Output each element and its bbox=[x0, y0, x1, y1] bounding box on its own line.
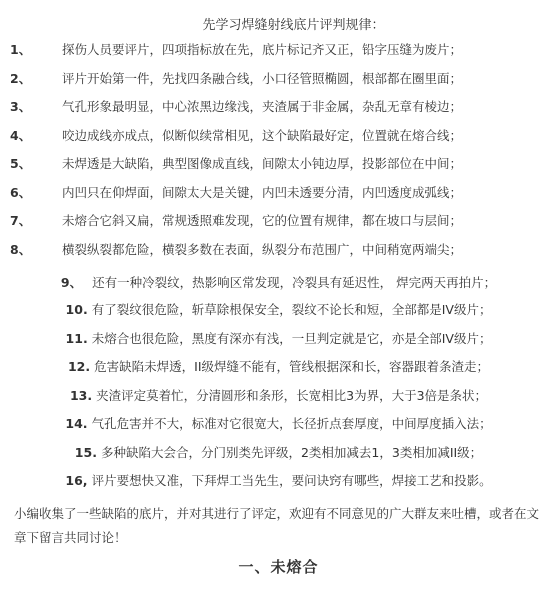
rule-text: 夹渣评定莫着忙，分清圆形和条形，长宽相比3为界，大于3倍是条状； bbox=[96, 387, 488, 403]
rule-text: 还有一种冷裂纹，热影响区常发现，冷裂具有延迟性， 焊完两天再拍片； bbox=[92, 275, 497, 290]
rule-text: 探伤人员要评片，四项指标放在先，底片标记齐又正，铅字压缝为废片； bbox=[62, 42, 463, 57]
rule-number: 15. bbox=[74, 444, 97, 460]
rule-number: 8、 bbox=[10, 241, 32, 257]
rule-number: 7、 bbox=[10, 213, 32, 228]
rule-item bbox=[10, 331, 547, 347]
rule-text: 未焊透是大缺陷，典型图像成直线，间隙太小钝边厚，投影部位在中间； bbox=[62, 156, 463, 171]
rule-item bbox=[10, 128, 547, 144]
rule-text: 多种缺陷大会合，分门别类先评级，2类相加减去1，3类相加减II级； bbox=[100, 444, 483, 460]
rule-item bbox=[10, 99, 547, 115]
rule-item bbox=[10, 71, 547, 87]
article-heading: 先学习焊缝射线底片评判规律： bbox=[202, 18, 385, 33]
rule-item bbox=[10, 388, 547, 404]
section-title: 一、未熔合 bbox=[238, 557, 319, 576]
rule-item bbox=[10, 302, 547, 318]
rule-item bbox=[10, 242, 547, 258]
rule-number: 14. bbox=[65, 416, 88, 431]
rule-number: 3、 bbox=[10, 99, 32, 114]
rule-text: 气孔危害并不大，标准对它很宽大，长径折点套厚度，中间厚度插入法； bbox=[91, 416, 492, 431]
rule-number: 6、 bbox=[10, 184, 32, 200]
rule-text: 横裂纵裂都危险，横裂多数在表面，纵裂分布范围广，中间稍宽两端尖； bbox=[62, 241, 463, 257]
rule-item bbox=[10, 185, 547, 201]
rule-number: 1、 bbox=[10, 42, 32, 57]
rule-text: 未熔合它斜又扁，常规透照难发现，它的位置有规律，都在坡口与层间； bbox=[62, 213, 463, 228]
rule-number: 5、 bbox=[10, 156, 32, 171]
rule-item bbox=[10, 213, 547, 229]
rule-number: 10. bbox=[65, 302, 88, 317]
rule-number: 4、 bbox=[10, 127, 32, 143]
rule-item bbox=[10, 473, 547, 489]
rule-number: 11. bbox=[65, 330, 88, 346]
rule-text: 评片开始第一件，先找四条融合线，小口径管照椭圆，根部都在圈里面； bbox=[62, 70, 463, 86]
rule-text: 咬边成线亦成点，似断似续常相见，这个缺陷最好定，位置就在熔合线； bbox=[62, 127, 463, 143]
rule-item bbox=[10, 156, 547, 172]
rule-number: 16, bbox=[65, 473, 88, 488]
rule-item bbox=[10, 359, 547, 375]
rules-list bbox=[10, 42, 547, 489]
rule-text: 未熔合也很危险，黑度有深亦有浅，一旦判定就是它，亦是全部IV级片； bbox=[91, 330, 492, 346]
rule-text: 内凹只在仰焊面，间隙太大是关键，内凹未透要分清，内凹透度成弧线； bbox=[62, 184, 463, 200]
rule-item bbox=[10, 42, 547, 58]
rule-item bbox=[10, 416, 547, 432]
rule-number: 13. bbox=[69, 387, 93, 403]
rule-number: 12. bbox=[67, 359, 91, 374]
rule-number: 9、 bbox=[60, 275, 83, 290]
rule-item bbox=[10, 445, 547, 461]
rule-item bbox=[10, 270, 547, 296]
intro-paragraph: 小编收集了一些缺陷的底片，并对其进行了评定，欢迎有不同意见的广大群友来吐槽，或者在文章下留言共同讨论！ bbox=[14, 505, 540, 545]
rule-text: 评片要想快又准，下拜焊工当先生，要问诀窍有哪些，焊接工艺和投影。 bbox=[91, 473, 492, 488]
rule-text: 危害缺陷未焊透，II级焊缝不能有，管线根据深和长，容器跟着条渣走； bbox=[94, 359, 490, 374]
rule-text: 有了裂纹很危险，斩草除根保安全，裂纹不论长和短，全部都是IV级片； bbox=[91, 302, 492, 317]
rule-number: 2、 bbox=[10, 70, 32, 86]
rule-text: 气孔形象最明显，中心浓黑边缘浅，夹渣属于非金属，杂乱无章有棱边； bbox=[62, 99, 463, 114]
